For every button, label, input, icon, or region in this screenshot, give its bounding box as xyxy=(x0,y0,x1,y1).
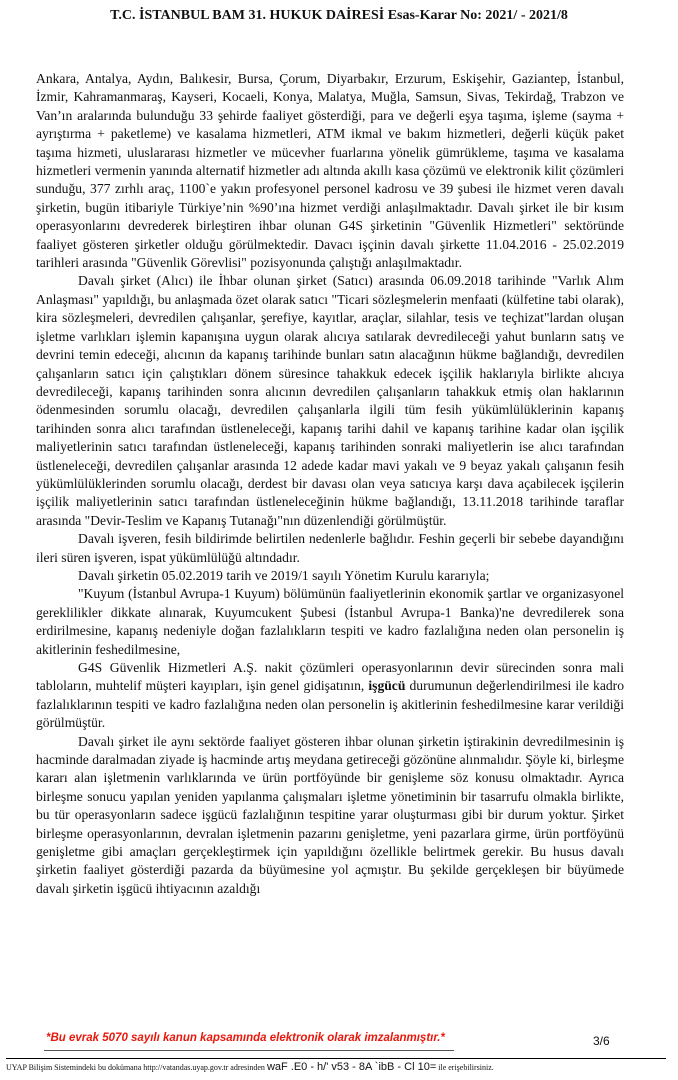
paragraph xyxy=(36,659,624,733)
paragraph: Davalı işveren, fesih bildirimde belirtilen nedenlerle bağlıdır. Feshin geçerli bir sebebe dayandığını ileri süren işveren, ispat yükümlülüğü altındadır. xyxy=(36,531,624,565)
electronic-signature-notice: *Bu evrak 5070 sayılı kanun kapsamında elektronik olarak imzalanmıştır.* xyxy=(46,1032,445,1044)
divider xyxy=(44,1050,454,1051)
paragraph: Davalı şirket (Alıcı) ile İhbar olunan şirket (Satıcı) arasında 06.09.2018 tarihinde "Varlık Alım Anlaşması" yapıldığı, bu anlaşmada özet olarak satıcı "Ticari sözleşmelerin menfaati (külfetine tabi olarak), kira sözleşmeleri, devredilen çalışanlar, şerefiye, kayıtlar, araçlar, silahlar, tesis ve teçhizat"lardan oluşan işletme varlıkları işlemin kapanışına uygun olarak alıcıya satılarak devredileceği yahut bunların satış ve devrini temin edeceği, alıcının da kapanış tarihinde bunları satın alacağının hükme bağlandığı, devredilen çalışanların satıcı için çalıştıkları dönem süresince tahakkuk edecek işçilik haklarıyla birlikte alıcıya devredileceği, kapanış tarihinden sonra alıcının devredilen çalışanların tahakkuk etmiş olan haklarının ödenmesinden sorumlu olacağı, devredilen çalışanlarla ilgili tüm fesih yükümlülüklerinin kapanış tarihinden sonra alıcı tarafından üstleneleceği, kapanış tarihi dahil ve kapanış tarihine kadar olan işçilik maliyetlerinin satıcı tarafından üstleneleceği, kapanış tarihinden sonraki maliyetlerin ise alıcı tarafından üstleneleceği, devredilen çalışanlar arasında 12 adede kadar mavi yakalı ve 9 beyaz yakalı çalışanın fesih yükümlülüklerinden sorumlu olacağı, derdest bir davası olan veya satıcıya karşı dava açabilecek işçilerin işçilik maliyetlerinin satıcı tarafından üstleneleceğinin hükme bağlandığı, 13.11.2018 tarihinde taraflar arasında "Devir-Teslim ve Kapanış Tutanağı"nın düzenlendiği görülmüştür. xyxy=(36,273,624,528)
footer xyxy=(6,1061,672,1073)
verification-code: waF .E0 - h/' v53 - 8A `ibB - Cl 10= xyxy=(266,1061,437,1073)
paragraph: Davalı şirketin 05.02.2019 tarih ve 2019/1 sayılı Yönetim Kurulu kararıyla; xyxy=(78,567,490,583)
document-body xyxy=(36,70,624,898)
paragraph-text: durumunun değerlendirilmesi ile kadro fazlalıklarının tespiti ve kadro fazlalığına neden olan personelin iş akitlerinin feshedilmesine karar verildiği görülmüştür. xyxy=(36,678,625,731)
paragraph: Davalı şirket ile aynı sektörde faaliyet gösteren ihbar olunan şirketin iştirakinin devredilmesinin iş hacminde daralmadan ziyade iş hacminde artış meydana getireceği gözönüne alınmalıdır. Şöyle ki, birleşme kararı alan işletmenin varlıklarında ve ürün portföyünde bir genişleme söz konusu olmaktadır. Ayrıca birleşme sonucu yapılan yeniden yapılanma çalışmaları işletme yönetiminin bir tasarrufu olmakla birlikte, bu tür operasyonların sadece işgücü fazlalığının tespitine yarar oluşturması gibi bir durum yoktur. Şirket birleşme operasyonlarının, devralan işletmenin pazarını genişletme, yeni pazarlara girme, ürün portföyünü genişletme gibi amaçları gerçekleştirmek için yapıldığını özellikle belirtmek gerekir. Bu husus davalı şirketin faaliyet gösterdiği pazarda da büyümesine yol açmıştır. Bu şekilde gerçekleşen bir büyümede davalı şirketin işgücü ihtiyacının azaldığı xyxy=(36,733,624,896)
document-header: T.C. İSTANBUL BAM 31. HUKUK DAİRESİ Esas-Karar No: 2021/ - 2021/8 xyxy=(110,8,568,23)
paragraph: Ankara, Antalya, Aydın, Balıkesir, Bursa, Çorum, Diyarbakır, Erzurum, Eskişehir, Gaziantep, İstanbul, İzmir, Kahramanmaraş, Kayseri, Kocaeli, Konya, Malatya, Muğla, Samsun, Sivas, Tekirdağ, Trabzon ve Van’ın aralarında bulunduğu 33 şehirde faaliyet gösterdiği, para ve değerli eşya taşıma, işleme (sayma + ayrıştırma + paketleme) ve kasalama hizmetleri, ATM ikmal ve bakım hizmetleri, değerli küçük paket taşıma hizmeti, uluslararası hizmetler ve mücevher fuarlarına yönelik gümrükleme, taşıma ve kasalama hizmetleri vermenin yanında alternatif hizmetler adı altında akıllı kasa çözümü ve elektronik kilit çözümleri sunduğu, 377 zırhlı araç, 1100`e yakın profesyonel personel kadrosu ve 39 şubesi ile hizmet veren davalı şirketin, bugün itibariyle Türkiye’nin %90’ına hizmet verdiği anlaşılmaktadır. Davalı şirket ile bir kısım operasyonlarını devrederek birleştiren ihbar olunan G4S şirketinin "Güvenlik Hizmetleri" sektöründe faaliyet gösteren şirketler olduğu görülmektedir. Davacı işçinin davalı şirkette 11.04.2016 - 25.02.2019 tarihleri arasında "Güvenlik Görevlisi" pozisyonunda çalıştığı anlaşılmaktadır. xyxy=(36,71,624,271)
page-number: 3/6 xyxy=(593,1034,610,1048)
footer-divider xyxy=(6,1058,666,1059)
bold-term: işgücü xyxy=(368,678,406,694)
footer-prefix: UYAP Bilişim Sistemindeki bu dokümana http://vatandas.uyap.gov.tr adresinden xyxy=(6,1063,265,1072)
footer-suffix: ile erişebilirsiniz. xyxy=(438,1063,494,1072)
paragraph: "Kuyum (İstanbul Avrupa-1 Kuyum) bölümünün faaliyetlerinin ekonomik şartlar ve organizasyonel gereklilikler dikkate alınarak, Kuyumcukent Şubesi (İstanbul Avrupa-1 Banka)'ne devredilerek sona erdirilmesine, kapanış nedeniyle doğan fazlalıkların tespiti ve kadro fazlalığına neden olan personelin iş akitlerinin feshedilmesine, xyxy=(36,586,624,657)
paragraph-text: G4S Güvenlik Hizmetleri A.Ş. nakit çözümleri operasyonlarının devir sürecinden sonra mali tabloların, muhtelif müşteri kayıpları, işin genel gidişatının, xyxy=(36,660,624,694)
